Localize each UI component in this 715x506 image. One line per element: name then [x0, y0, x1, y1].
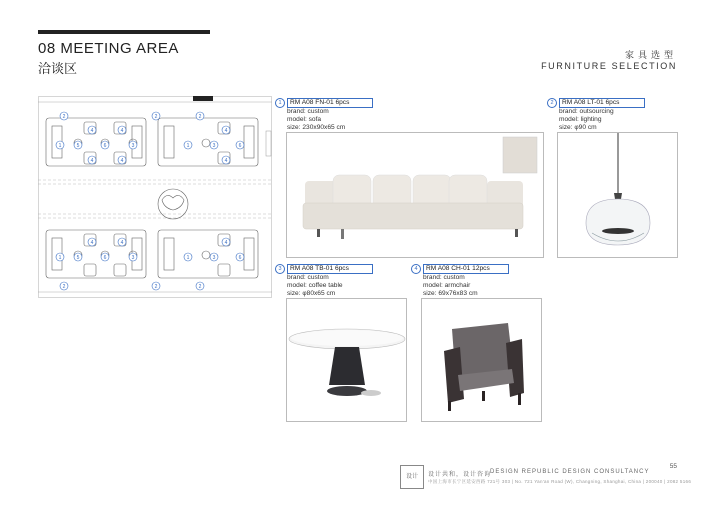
item-number: 2: [547, 98, 557, 108]
item-size: size: φ90 cm: [559, 124, 597, 131]
spec-armchair: [411, 264, 509, 298]
company-name-cn: 设计共和，设计咨询: [428, 472, 492, 478]
sofa-image: [286, 132, 544, 258]
plan-marker: 5: [76, 143, 80, 149]
plan-marker: 6: [103, 143, 107, 149]
item-size: size: 230x90x65 cm: [287, 124, 346, 131]
company-name: DESIGN REPUBLIC DESIGN CONSULTANCY: [490, 469, 650, 475]
plan-marker: 3: [212, 255, 216, 261]
section-title-cn: 家具选型: [624, 50, 677, 60]
page-title: 08 MEETING AREA: [38, 40, 179, 57]
plan-marker: 3: [212, 143, 216, 149]
item-code: RM A08 TB-01 6pcs: [287, 264, 373, 274]
item-model: model: lighting: [559, 116, 602, 123]
plan-marker: 4: [224, 240, 228, 246]
plan-marker: 6: [238, 255, 242, 261]
item-number: 4: [411, 264, 421, 274]
plan-marker: 1: [186, 255, 190, 261]
item-code: RM A08 LT-01 6pcs: [559, 98, 645, 108]
plan-marker: 6: [238, 143, 242, 149]
plan-marker: 2: [198, 114, 202, 120]
company-logo: 设计: [400, 465, 424, 489]
plan-marker: 4: [90, 240, 94, 246]
plan-marker: 2: [62, 284, 66, 290]
plan-marker: 4: [224, 158, 228, 164]
item-model: model: sofa: [287, 116, 322, 123]
page-title-cn: 洽谈区: [38, 61, 78, 76]
item-model: model: coffee table: [287, 282, 343, 289]
plan-marker: 4: [90, 158, 94, 164]
floor-plan: [38, 96, 272, 298]
item-number: 1: [275, 98, 285, 108]
item-code: RM A08 CH-01 12pcs: [423, 264, 509, 274]
item-model: model: armchair: [423, 282, 471, 289]
header-bar: [38, 30, 210, 34]
page-number: 55: [669, 463, 677, 470]
item-size: size: φ80x65 cm: [287, 290, 336, 297]
item-brand: brand: custom: [287, 274, 329, 281]
spec-sofa: [275, 98, 373, 132]
company-address: 中国上海市长宁区延安西路 721号 303 | No. 721 Yan'an Road (W), Changning, Shanghai, China | 200040 | 2082 5166: [428, 479, 692, 484]
plan-marker: 4: [120, 158, 124, 164]
item-number: 3: [275, 264, 285, 274]
plan-marker: 6: [103, 255, 107, 261]
coffee-table-image: [286, 298, 407, 422]
plan-marker: 5: [76, 255, 80, 261]
plan-marker: 1: [58, 143, 62, 149]
item-code: RM A08 FN-01 6pcs: [287, 98, 373, 108]
section-title: FURNITURE SELECTION: [541, 61, 677, 71]
plan-marker: 1: [58, 255, 62, 261]
plan-marker: 4: [120, 128, 124, 134]
plan-marker: 2: [62, 114, 66, 120]
plan-marker: 2: [198, 284, 202, 290]
plan-marker: 3: [131, 143, 135, 149]
plan-marker: 1: [186, 143, 190, 149]
item-brand: brand: custom: [287, 108, 329, 115]
armchair-image: [421, 298, 542, 422]
lighting-image: [557, 132, 678, 258]
plan-marker: 2: [154, 114, 158, 120]
spec-lighting: [547, 98, 645, 132]
plan-marker: 4: [224, 128, 228, 134]
item-brand: brand: custom: [423, 274, 465, 281]
plan-marker: 2: [154, 284, 158, 290]
plan-marker: 4: [90, 128, 94, 134]
plan-marker: 3: [131, 255, 135, 261]
spec-coffee-table: [275, 264, 373, 298]
plan-marker: 4: [120, 240, 124, 246]
item-size: size: 69x76x83 cm: [423, 290, 478, 297]
item-brand: brand: outsourcing: [559, 108, 614, 115]
